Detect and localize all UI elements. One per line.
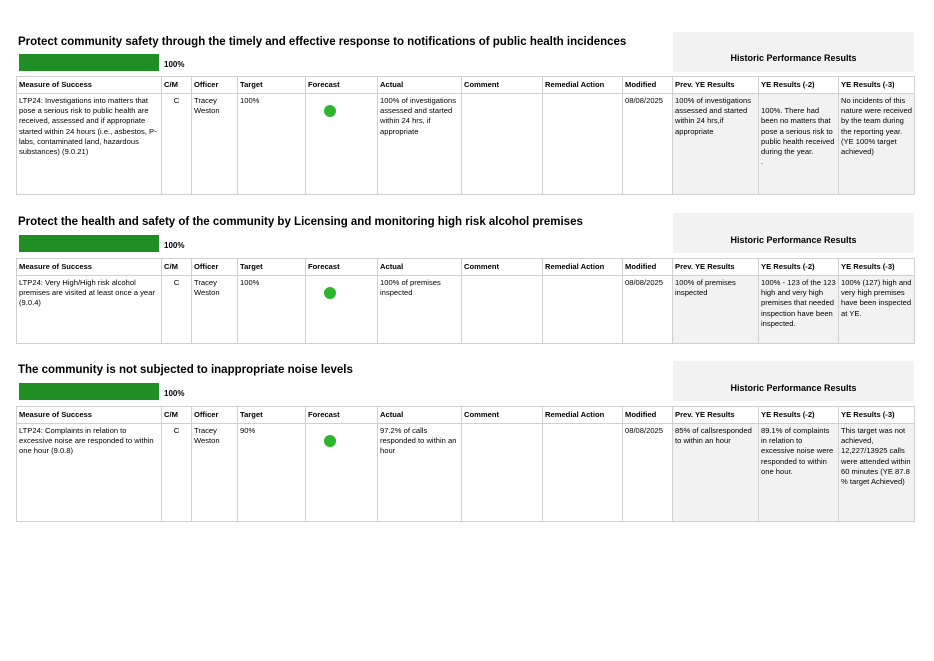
prev-ye-cell: 100% of premises inspected — [673, 276, 759, 344]
table-header-row — [17, 407, 915, 424]
col-comment: Comment — [462, 77, 543, 94]
ye2-cell: 100%. There had been no matters that pose a serious risk to public health received during the year. . — [759, 94, 839, 195]
col-modified: Modified — [623, 77, 673, 94]
col-officer: Officer — [192, 259, 238, 276]
historic-performance-label: Historic Performance Results — [730, 235, 857, 245]
ye3-cell: 100% (127) high and very high premises have been inspected at YE. — [839, 276, 915, 344]
remedial-cell — [543, 94, 623, 195]
progress-percent: 100% — [164, 389, 185, 398]
historic-performance-panel — [673, 32, 914, 72]
ye2-cell: 100% - 123 of the 123 high and very high premises that needed inspection have been inspected. — [759, 276, 839, 344]
prev-ye-cell: 85% of callsresponded to within an hour — [673, 424, 759, 522]
measure-cell: LTP24: Complaints in relation to excessive noise are responded to within one hour (9.0.8) — [17, 424, 162, 522]
table-row — [17, 94, 915, 195]
col-target: Target — [238, 77, 306, 94]
col-actual: Actual — [378, 77, 462, 94]
progress-fill — [19, 54, 159, 71]
actual-cell: 100% of investigations assessed and started within 24 hrs, if appropriate — [378, 94, 462, 195]
cm-cell: C — [162, 94, 192, 195]
kpi-section-2 — [16, 213, 914, 347]
col-ye3: YE Results (-3) — [839, 77, 915, 94]
target-cell: 100% — [238, 94, 306, 195]
progress-bar — [19, 383, 159, 400]
col-ye2: YE Results (-2) — [759, 77, 839, 94]
comment-cell — [462, 276, 543, 344]
col-cm: C/M — [162, 259, 192, 276]
progress-percent: 100% — [164, 60, 185, 69]
historic-performance-panel — [673, 213, 914, 253]
table-header-row — [17, 259, 915, 276]
progress-bar — [19, 235, 159, 252]
table-row — [17, 276, 915, 344]
prev-ye-cell: 100% of investigations assessed and started within 24 hrs,if appropriate — [673, 94, 759, 195]
green-status-dot-icon — [324, 435, 336, 447]
col-prev-ye: Prev. YE Results — [673, 259, 759, 276]
col-forecast: Forecast — [306, 259, 378, 276]
remedial-cell — [543, 276, 623, 344]
target-cell: 90% — [238, 424, 306, 522]
col-target: Target — [238, 259, 306, 276]
col-cm: C/M — [162, 77, 192, 94]
col-ye3: YE Results (-3) — [839, 407, 915, 424]
col-target: Target — [238, 407, 306, 424]
section-title: The community is not subjected to inappropriate noise levels — [18, 364, 353, 376]
col-prev-ye: Prev. YE Results — [673, 407, 759, 424]
progress-fill — [19, 383, 159, 400]
table-header-row — [17, 77, 915, 94]
kpi-section-1 — [16, 32, 914, 198]
col-modified: Modified — [623, 259, 673, 276]
col-forecast: Forecast — [306, 77, 378, 94]
measure-cell: LTP24: Investigations into matters that pose a serious risk to public health are received, assessed and if appropriate started within 24 hours (i.e., asbestos, P-labs, contaminated land, hazardous substances) (9.0.21) — [17, 94, 162, 195]
col-ye2: YE Results (-2) — [759, 407, 839, 424]
forecast-cell — [306, 424, 378, 522]
comment-cell — [462, 94, 543, 195]
measures-table — [16, 406, 915, 522]
historic-performance-label: Historic Performance Results — [730, 53, 857, 63]
col-remedial: Remedial Action — [543, 77, 623, 94]
col-ye3: YE Results (-3) — [839, 259, 915, 276]
target-cell: 100% — [238, 276, 306, 344]
ye3-cell: No incidents of this nature were received by the team during the reporting year. (YE 100% target achieved) — [839, 94, 915, 195]
ye2-cell: 89.1% of complaints in relation to excessive noise were responded to within one hour. — [759, 424, 839, 522]
modified-cell: 08/08/2025 — [623, 276, 673, 344]
section-title: Protect community safety through the timely and effective response to notifications of public health incidences — [18, 36, 627, 48]
col-measure: Measure of Success — [17, 259, 162, 276]
officer-cell: Tracey Weston — [192, 424, 238, 522]
col-remedial: Remedial Action — [543, 407, 623, 424]
col-ye2: YE Results (-2) — [759, 259, 839, 276]
green-status-dot-icon — [324, 105, 336, 117]
modified-cell: 08/08/2025 — [623, 94, 673, 195]
measure-cell: LTP24: Very High/High risk alcohol premises are visited at least once a year (9.0.4) — [17, 276, 162, 344]
ye3-cell: This target was not achieved, 12,227/13925 calls were attended within 60 minutes (YE 87.8 % target Achieved) — [839, 424, 915, 522]
col-remedial: Remedial Action — [543, 259, 623, 276]
col-comment: Comment — [462, 259, 543, 276]
forecast-cell — [306, 94, 378, 195]
col-modified: Modified — [623, 407, 673, 424]
forecast-cell — [306, 276, 378, 344]
col-actual: Actual — [378, 407, 462, 424]
col-officer: Officer — [192, 77, 238, 94]
actual-cell: 100% of premises inspected — [378, 276, 462, 344]
historic-performance-panel — [673, 361, 914, 401]
comment-cell — [462, 424, 543, 522]
col-actual: Actual — [378, 259, 462, 276]
kpi-section-3 — [16, 361, 914, 525]
col-measure: Measure of Success — [17, 77, 162, 94]
progress-bar — [19, 54, 159, 71]
section-title: Protect the health and safety of the community by Licensing and monitoring high risk alcohol premises — [18, 216, 583, 228]
progress-percent: 100% — [164, 241, 185, 250]
col-prev-ye: Prev. YE Results — [673, 77, 759, 94]
measures-table — [16, 76, 915, 195]
green-status-dot-icon — [324, 287, 336, 299]
table-row — [17, 424, 915, 522]
progress-fill — [19, 235, 159, 252]
cm-cell: C — [162, 276, 192, 344]
remedial-cell — [543, 424, 623, 522]
col-officer: Officer — [192, 407, 238, 424]
col-comment: Comment — [462, 407, 543, 424]
actual-cell: 97.2% of calls responded to within an hour — [378, 424, 462, 522]
officer-cell: Tracey Weston — [192, 94, 238, 195]
col-forecast: Forecast — [306, 407, 378, 424]
historic-performance-label: Historic Performance Results — [730, 383, 857, 393]
measures-table — [16, 258, 915, 344]
col-cm: C/M — [162, 407, 192, 424]
officer-cell: Tracey Weston — [192, 276, 238, 344]
col-measure: Measure of Success — [17, 407, 162, 424]
cm-cell: C — [162, 424, 192, 522]
modified-cell: 08/08/2025 — [623, 424, 673, 522]
